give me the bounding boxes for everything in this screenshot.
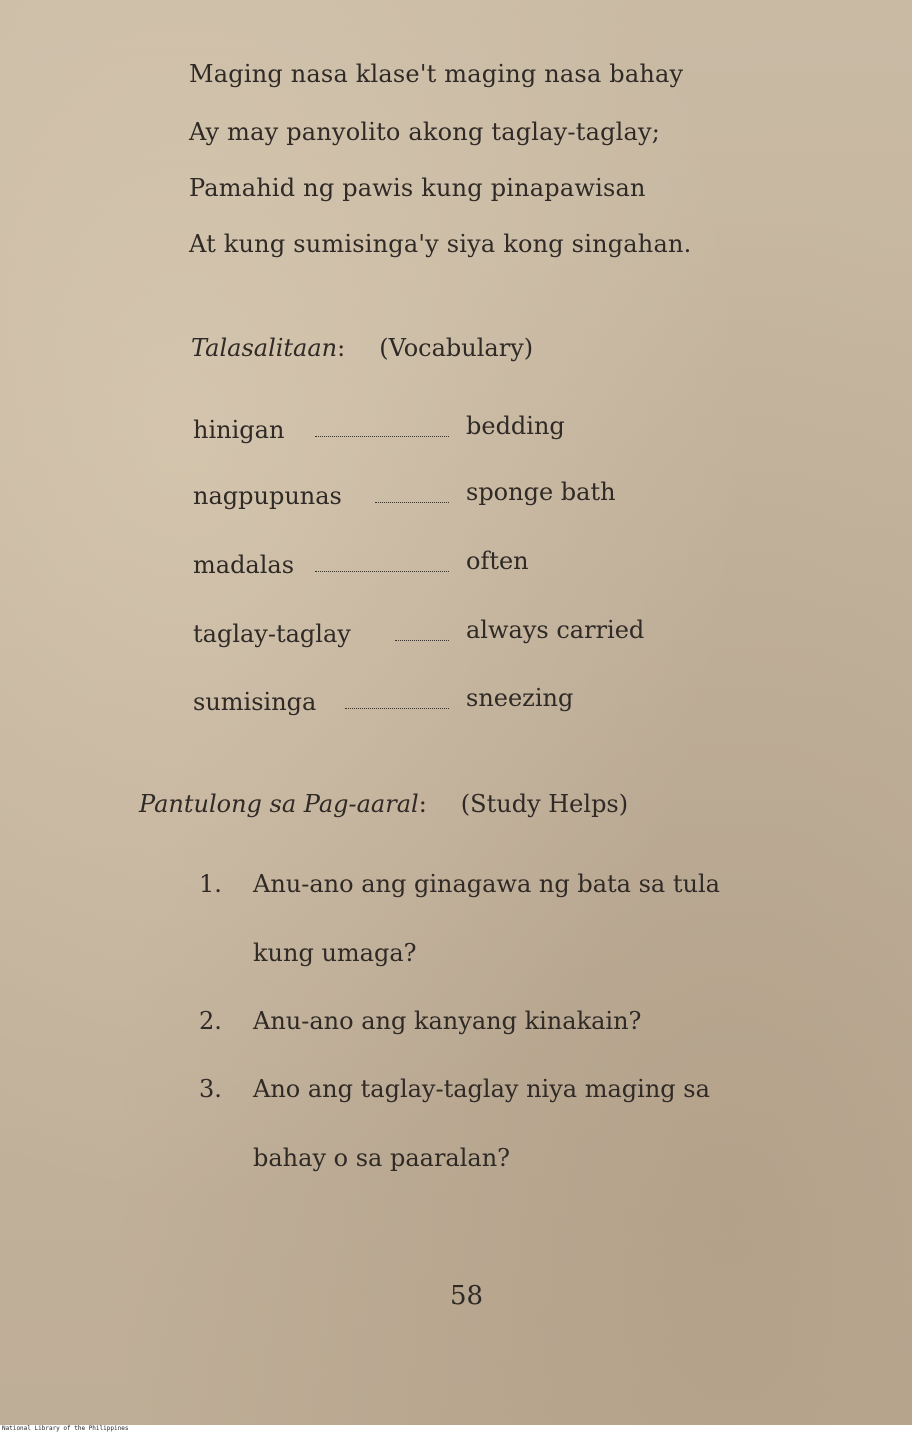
vocab-meaning: often	[466, 547, 529, 575]
vocab-term: nagpupunas	[193, 482, 342, 510]
study-helps-heading	[139, 790, 628, 818]
poem-line: Maging nasa klase't maging nasa bahay	[189, 60, 684, 88]
question-text: Anu-ano ang kanyang kinakain?	[253, 1007, 642, 1035]
vocabulary-heading	[191, 334, 533, 362]
vocab-meaning: sponge bath	[466, 478, 616, 506]
question-number: 2.	[199, 1007, 222, 1035]
study-helps-gloss: (Study Helps)	[460, 790, 629, 818]
vocab-row	[193, 547, 713, 581]
vocab-meaning: sneezing	[466, 684, 574, 712]
question-text: Anu-ano ang ginagawa ng bata sa tula	[253, 870, 720, 898]
vocab-row	[193, 478, 713, 512]
study-helps-label: Pantulong sa Pag-aaral	[139, 790, 419, 818]
question-number: 3.	[199, 1075, 222, 1103]
question-number: 1.	[199, 870, 222, 898]
page-number: 58	[450, 1281, 484, 1311]
question-text-continued: kung umaga?	[253, 939, 417, 967]
vocab-row	[193, 412, 713, 446]
vocabulary-label: Talasalitaan	[191, 334, 338, 362]
dotted-leader	[315, 436, 449, 437]
study-helps-colon: :	[418, 790, 427, 818]
poem-line: At kung sumisinga'y siya kong singahan.	[189, 230, 692, 258]
library-credit: National Library of the Philippines	[0, 1425, 912, 1433]
vocab-term: hinigan	[193, 416, 285, 444]
vocab-term: taglay-taglay	[193, 620, 351, 648]
vocab-term: sumisinga	[193, 688, 317, 716]
vocab-meaning: always carried	[466, 616, 645, 644]
dotted-leader	[375, 502, 449, 503]
vocabulary-colon: :	[337, 334, 346, 362]
dotted-leader	[315, 571, 449, 572]
dotted-leader	[395, 640, 449, 641]
vocab-row	[193, 684, 713, 718]
dotted-leader	[345, 708, 449, 709]
question-text: Ano ang taglay-taglay niya maging sa	[253, 1075, 710, 1103]
poem-line: Pamahid ng pawis kung pinapawisan	[189, 174, 646, 202]
vocabulary-gloss: (Vocabulary)	[379, 334, 534, 362]
vocab-row	[193, 616, 713, 650]
question-text-continued: bahay o sa paaralan?	[253, 1144, 511, 1172]
vocab-meaning: bedding	[466, 412, 565, 440]
poem-line: Ay may panyolito akong taglay-taglay;	[189, 118, 661, 146]
vocab-term: madalas	[193, 551, 295, 579]
